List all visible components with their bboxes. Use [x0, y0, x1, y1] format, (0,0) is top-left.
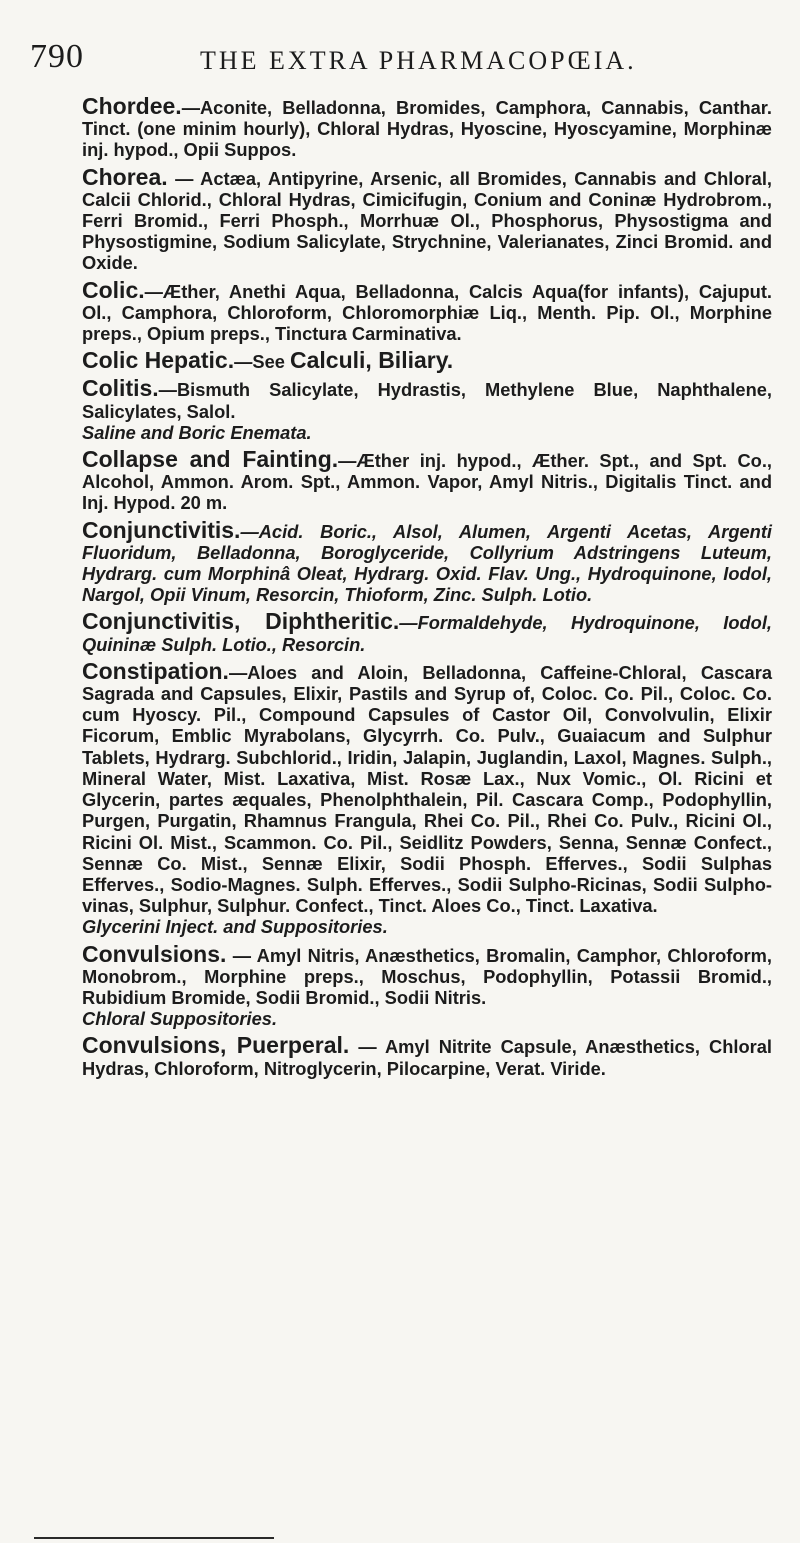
- page-content: [82, 93, 772, 1085]
- entry-convulsions: [82, 940, 772, 1030]
- entry-heading: Convulsions, Puerperal.: [82, 1032, 350, 1059]
- entry-italic-note: Saline and Boric Enemata.: [82, 421, 312, 443]
- entry-text: —Bismuth Salicylate, Hydrastis, Methylene Blue, Naphthalene, Salicylates, Salol.: [82, 379, 772, 422]
- entry-heading: Conjunctivitis.: [82, 516, 241, 543]
- page-number: 790: [30, 38, 84, 75]
- entry-heading: Chordee.: [82, 93, 182, 119]
- entry-text: —See: [234, 351, 290, 373]
- entry-italic-text: —Formaldehyde, Hydroquinone, Iodol, Quininæ Sulph. Lotio., Resorcin.: [82, 612, 772, 655]
- entry-italic-text: —Acid. Boric., Alsol, Alumen, Argenti Acetas, Argenti Fluoridum, Belladonna, Boroglyceride, Collyrium Adstringens Luteum, Hydrarg. cum Morphinâ Oleat, Hydrarg. Oxid. Flav. Ung., Hydroquinone, Iodol, Nargol, Opii Vinum, Resorcin, Thioform, Zinc. Sulph. Lotio.: [82, 520, 772, 606]
- entry-text: — Amyl Nitrite Capsule, Anæsthetics, Chloral Hydras, Chloroform, Nitroglycerin, Pilocarpine, Verat. Viride.: [82, 1036, 772, 1079]
- entry-text: — Actæa, Antipyrine, Arsenic, all Bromides, Cannabis and Chloral, Calcii Chlorid., Chloral Hydras, Cimicifugin, Conium and Coninæ Hydrobrom., Ferri Bromid., Ferri Phosph., Morrhuæ Ol., Phosphorus, Physostigma and Physostigmine, Sodium Salicylate, Strychnine, Valerianates, Zinci Bromid. and Oxide.: [82, 167, 772, 274]
- entry-heading: Chorea.: [82, 163, 168, 190]
- entry-heading: Colic Hepatic.: [82, 347, 235, 374]
- cross-reference: Calculi, Biliary.: [290, 347, 454, 374]
- entry-italic-note: Chloral Suppositories.: [82, 1008, 278, 1030]
- entry-italic-note: Glycerini Inject. and Suppositories.: [82, 916, 388, 938]
- entry-colic-hepatic: [82, 347, 772, 374]
- entry-heading: Constipation.: [82, 657, 229, 684]
- entry-text: —Aloes and Aloin, Belladonna, Caffeine-Chloral, Cascara Sagrada and Capsules, Elixir, Pastils and Syrup of, Coloc. Co. Pil., Coloc. Co. cum Hyoscy. Pil., Compound Capsules of Castor Oil, Convolvulin, Elixir Ficorum, Emblic Myrabolans, Glycyrrh. Co. Pulv., Guaiacum and Sulphur Tablets, Hydrarg. Subchlorid., Iridin, Jalapin, Juglandin, Laxol, Magnes. Sulph., Mineral Water, Mist. Laxativa, Mist. Rosæ Lax., Nux Vomic., Ol. Ricini et Glycerin, partes æquales, Phenolphthalein, Pil. Cascara Comp., Podophyllin, Purgen, Purgatin, Rhamnus Frangula, Rhei Co. Pil., Rhei Co. Pulv., Ricini Ol., Ricini Ol. Mist., Scammon. Co. Pil., Seidlitz Powders, Senna, Sennæ Confect., Sennæ Co. Mist., Sennæ Elixir, Sodii Phosph. Efferves., Sodii Sulphas Efferves., Sodio-Magnes. Sulph. Efferves., Sodii Sulpho-Ricinas, Sodii Sulpho-vinas, Sulphur, Sulphur. Confect., Tinct. Aloes Co., Tinct. Laxativa.: [82, 661, 772, 917]
- running-title: THE EXTRA PHARMACOPŒIA.: [200, 46, 637, 75]
- entry-colitis: [82, 375, 772, 443]
- entry-chordee: [82, 93, 772, 161]
- entry-chorea: [82, 163, 772, 274]
- entry-heading: Colitis.: [82, 375, 159, 402]
- entry-conjunctivitis-diphtheritic: [82, 608, 772, 655]
- page-header: [30, 38, 770, 82]
- bottom-rule: [34, 1537, 274, 1539]
- entry-colic: [82, 276, 772, 345]
- entry-collapse: [82, 446, 772, 514]
- entry-convulsions-puerperal: [82, 1032, 772, 1079]
- entry-text: —Æther, Anethi Aqua, Belladonna, Calcis Aqua(for infants), Cajuput. Ol., Camphora, Chloroform, Chloromorphiæ Liq., Menth. Pip. Ol., Morphine preps., Opium preps., Tinctura Carminativa.: [82, 280, 772, 345]
- entry-constipation: [82, 657, 772, 938]
- entry-heading: Colic.: [82, 276, 145, 303]
- entry-text: —Æther inj. hypod., Æther. Spt., and Spt. Co., Alcohol, Ammon. Arom. Spt., Ammon. Vapor, Amyl Nitris., Digitalis Tinct. and Inj. Hypod. 20 m.: [82, 450, 772, 514]
- entry-conjunctivitis: [82, 516, 772, 606]
- entry-text: —Aconite, Belladonna, Bromides, Camphora, Cannabis, Canthar. Tinct. (one minim hourly), Chloral Hydras, Hyoscine, Hyoscyamine, Morphinæ inj. hypod., Opii Suppos.: [82, 97, 772, 161]
- entry-heading: Conjunctivitis, Diphtheritic.: [82, 608, 400, 635]
- entry-heading: Collapse and Fainting.: [82, 446, 339, 473]
- entry-heading: Convulsions.: [82, 940, 227, 967]
- entry-text: — Amyl Nitris, Anæsthetics, Bromalin, Camphor, Chloroform, Monobrom., Morphine preps., Moschus, Podophyllin, Potassii Bromid., Rubidium Bromide, Sodii Bromid., Sodii Nitris.: [82, 944, 772, 1008]
